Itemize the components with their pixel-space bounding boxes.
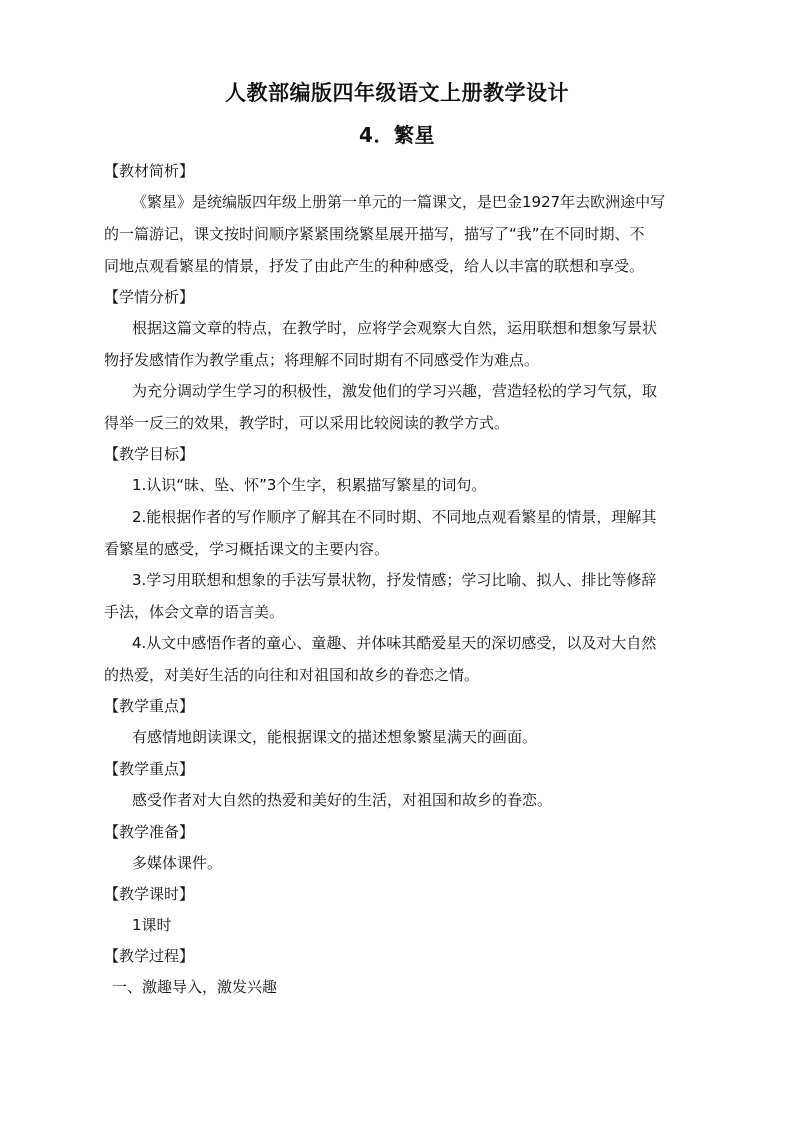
paragraph-line: 物抒发感情作为教学重点；将理解不同时期有不同感受作为难点。 [104,351,540,369]
goal-item-continuation: 看繁星的感受，学习概括课文的主要内容。 [104,540,390,558]
goal-item: 1.认识“昧、坠、怀”3个生字，积累描写繁星的词句。 [132,476,487,494]
section-heading-key-points: 【教学重点】 [104,697,195,715]
section-heading-key-points-2: 【教学重点】 [104,760,195,778]
paragraph-line: 的一篇游记，课文按时间顺序紧紧围绕繁星展开描写，描写了“我”在不同时期、不 [104,225,645,243]
goal-item: 4.从文中感悟作者的童心、童趣、并体味其酷爱星天的深切感受，以及对大自然 [132,634,657,652]
paragraph-line: 多媒体课件。 [132,854,223,872]
document-title: 人教部编版四年级语文上册教学设计 [225,81,569,105]
paragraph-line: 感受作者对大自然的热爱和美好的生活，对祖国和故乡的眷恋。 [132,791,553,809]
paragraph-line: 有感情地朗读课文，能根据课文的描述想象繁星满天的画面。 [132,728,538,746]
paragraph-line: 《繁星》是统编版四年级上册第一单元的一篇课文，是巴金1927年去欧洲途中写 [132,193,666,211]
section-heading-class-hours: 【教学课时】 [104,885,195,903]
section-heading-learner-analysis: 【学情分析】 [104,288,195,306]
section-heading-textbook-analysis: 【教材简析】 [104,162,195,180]
process-step: 一、激趣导入，激发兴趣 [112,978,278,996]
paragraph-line: 为充分调动学生学习的积极性，激发他们的学习兴趣，营造轻松的学习气氛，取 [132,382,658,400]
paragraph-line: 根据这篇文章的特点，在教学时，应将学会观察大自然，运用联想和想象写景状 [132,319,658,337]
goal-item-continuation: 的热爱，对美好生活的向往和对祖国和故乡的眷恋之情。 [104,666,480,684]
goal-item: 2.能根据作者的写作顺序了解其在不同时期、不同地点观看繁星的情景，理解其 [132,508,657,526]
paragraph-line: 同地点观看繁星的情景，抒发了由此产生的种种感受，给人以丰富的联想和享受。 [104,257,645,275]
section-heading-teaching-goals: 【教学目标】 [104,445,195,463]
lesson-title: 4．繁星 [359,123,435,147]
paragraph-line: 得举一反三的效果，教学时，可以采用比较阅读的教学方式。 [104,414,510,432]
section-heading-preparation: 【教学准备】 [104,823,195,841]
goal-item: 3.学习用联想和想象的手法写景状物，抒发情感；学习比喻、拟人、排比等修辞 [132,571,657,589]
paragraph-line: 1课时 [132,916,172,934]
section-heading-teaching-process: 【教学过程】 [104,947,195,965]
goal-item-continuation: 手法，体会文章的语言美。 [104,603,285,621]
